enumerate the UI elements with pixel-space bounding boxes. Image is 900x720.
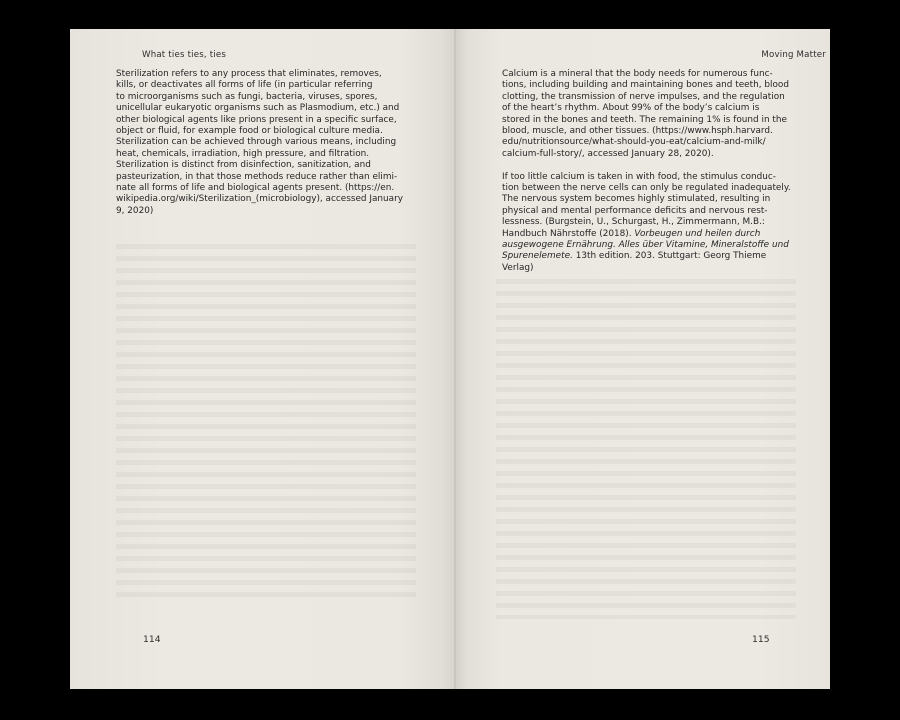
text-line: kills, or deactivates all forms of life (in particular referring	[116, 80, 373, 91]
text-line: object or fluid, for example food or biological culture media.	[116, 126, 383, 137]
text-line: tion between the nerve cells can only be regulated inadequately.	[502, 183, 791, 194]
text-line: blood, muscle, and other tissues. (https://www.hsph.harvard.	[502, 126, 773, 137]
book-title-italic: Vorbeugen und heilen durch	[634, 228, 761, 239]
citation-text: Handbuch Nährstoffe (2018).	[502, 228, 635, 239]
text-line: of the heart’s rhythm. About 99% of the body’s calcium is	[502, 103, 760, 114]
text-line: stored in the bones and teeth. The remaining 1% is found in the	[502, 114, 787, 125]
text-line: calcium-full-story/, accessed January 28, 2020).	[502, 148, 714, 159]
text-line: Sterilization can be achieved through various means, including	[116, 137, 397, 148]
left-page	[70, 29, 456, 689]
running-head-left: What ties ties, ties	[142, 50, 227, 60]
text-line: pasteurization, in that those methods reduce rather than elimi-	[116, 171, 398, 182]
text-line: Verlag)	[502, 262, 534, 273]
text-line	[502, 229, 802, 240]
book-title-italic: Spurenelemete.	[502, 251, 573, 262]
running-head-right: Moving Matter	[761, 50, 826, 60]
text-line: Sterilization is distinct from disinfection, sanitization, and	[116, 160, 371, 171]
text-line: tions, including building and maintaining bones and teeth, blood	[502, 80, 789, 91]
text-line	[502, 240, 802, 251]
show-through	[496, 279, 796, 619]
text-line: Sterilization refers to any process that eliminates, removes,	[116, 69, 382, 79]
nervous-system-paragraph	[502, 172, 802, 275]
text-line	[502, 251, 802, 262]
text-line: physical and mental performance deficits and nervous rest-	[502, 205, 768, 216]
show-through	[116, 244, 416, 604]
open-book	[70, 29, 830, 689]
left-body-text	[116, 69, 416, 229]
text-line: unicellular eukaryotic organisms such as Plasmodium, etc.) and	[116, 103, 400, 114]
text-line: Calcium is a mineral that the body needs for numerous func-	[502, 69, 773, 79]
page-number-right: 115	[752, 634, 770, 645]
text-line: The nervous system becomes highly stimulated, resulting in	[502, 194, 771, 205]
citation-text: 13th edition. 203. Stuttgart: Georg Thieme	[572, 251, 767, 262]
text-line: heat, chemicals, irradiation, high pressure, and filtration.	[116, 148, 370, 159]
right-page	[456, 29, 830, 689]
text-line: other biological agents like prions present in a specific surface,	[116, 114, 397, 125]
text-line: If too little calcium is taken in with food, the stimulus conduc-	[502, 171, 776, 182]
text-line: clotting, the transmission of nerve impulses, and the regulation	[502, 91, 785, 102]
text-line: to microorganisms such as fungi, bacteria, viruses, spores,	[116, 91, 378, 102]
text-line: lessness. (Burgstein, U., Schurgast, H., Zimmermann, M.B.:	[502, 217, 765, 228]
text-line: nate all forms of life and biological agents present. (https://en.	[116, 183, 395, 194]
right-body-text	[502, 69, 802, 286]
text-line: wikipedia.org/wiki/Sterilization_(microbiology), accessed January	[116, 194, 404, 205]
sterilization-paragraph	[116, 69, 416, 217]
text-line: edu/nutritionsource/what-should-you-eat/calcium-and-milk/	[502, 137, 766, 148]
text-line: 9, 2020)	[116, 205, 154, 216]
book-title-italic: ausgewogene Ernährung. Alles über Vitamine, Mineralstoffe und	[502, 240, 789, 251]
calcium-paragraph	[502, 69, 802, 160]
page-number-left: 114	[143, 634, 161, 645]
